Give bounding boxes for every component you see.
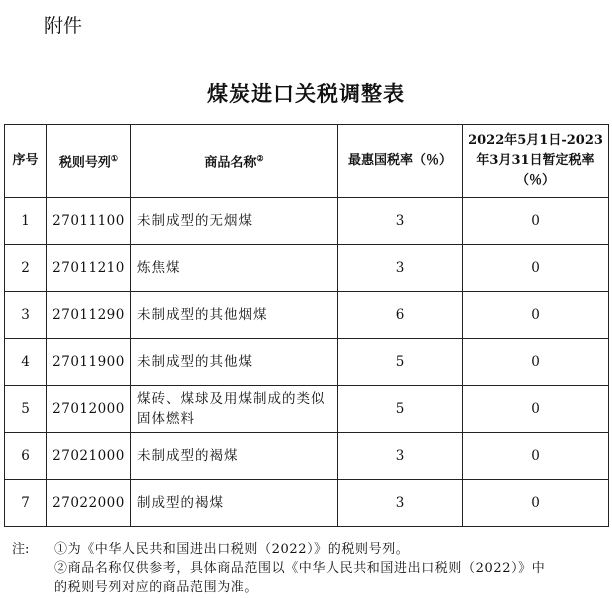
cell-code: 27011210: [47, 245, 131, 292]
cell-code: 27011900: [47, 339, 131, 386]
header-mfn-rate: [338, 125, 463, 198]
footnotes: [12, 540, 608, 597]
cell-provisional-rate: 0: [463, 245, 609, 292]
table-body: [5, 198, 609, 527]
cell-seq: 5: [5, 386, 47, 433]
table-row: [5, 339, 609, 386]
cell-product-name: 未制成型的其他烟煤: [131, 292, 338, 339]
cell-seq: 3: [5, 292, 47, 339]
table-header-row: [5, 125, 609, 198]
cell-seq: 1: [5, 198, 47, 245]
header-provisional-text: 2022年5月1日-2023年3月31日暂定税率（％）: [468, 133, 603, 188]
attachment-label: 附件: [44, 15, 83, 37]
cell-seq: 4: [5, 339, 47, 386]
header-name: [131, 125, 338, 198]
footnote-1: [12, 540, 608, 559]
cell-provisional-rate: 0: [463, 339, 609, 386]
table-row: [5, 433, 609, 480]
cell-product-name: 未制成型的无烟煤: [131, 198, 338, 245]
header-name-text: 商品名称: [204, 155, 257, 171]
header-provisional-rate: [463, 125, 609, 198]
table-row: [5, 245, 609, 292]
cell-code: 27011290: [47, 292, 131, 339]
footnote-mark-2: ②: [256, 153, 264, 164]
cell-provisional-rate: 0: [463, 198, 609, 245]
cell-seq: 6: [5, 433, 47, 480]
document-title: 煤炭进口关税调整表: [207, 81, 405, 106]
cell-mfn-rate: 5: [338, 339, 463, 386]
table-row: [5, 480, 609, 527]
cell-provisional-rate: 0: [463, 433, 609, 480]
cell-code: 27022000: [47, 480, 131, 527]
cell-product-name: 未制成型的其他煤: [131, 339, 338, 386]
cell-code: 27021000: [47, 433, 131, 480]
footnote-1-text: ①为《中华人民共和国进出口税则（2022）》的税则号列。: [54, 542, 410, 557]
cell-provisional-rate: 0: [463, 386, 609, 433]
cell-code: 27012000: [47, 386, 131, 433]
cell-product-name: 煤砖、煤球及用煤制成的类似固体燃料: [131, 386, 338, 433]
header-seq-text: 序号: [12, 153, 39, 168]
cell-mfn-rate: 3: [338, 245, 463, 292]
cell-mfn-rate: 3: [338, 480, 463, 527]
tariff-table: [4, 124, 609, 527]
header-mfn-text: 最惠国税率（％）: [347, 153, 452, 168]
cell-seq: 7: [5, 480, 47, 527]
table-row: [5, 198, 609, 245]
table-row: [5, 292, 609, 339]
cell-mfn-rate: 3: [338, 198, 463, 245]
cell-provisional-rate: 0: [463, 480, 609, 527]
table-row: [5, 386, 609, 433]
cell-provisional-rate: 0: [463, 292, 609, 339]
cell-seq: 2: [5, 245, 47, 292]
header-code: [47, 125, 131, 198]
footnote-2-line-1: ②商品名称仅供参考，具体商品范围以《中华人民共和国进出口税则（2022）》中: [54, 561, 546, 576]
cell-product-name: 制成型的褐煤: [131, 480, 338, 527]
footnote-2-line-2: 的税则号列对应的商品范围为准。: [54, 580, 259, 595]
cell-product-name: 炼焦煤: [131, 245, 338, 292]
header-seq: [5, 125, 47, 198]
cell-product-name: 未制成型的褐煤: [131, 433, 338, 480]
cell-mfn-rate: 5: [338, 386, 463, 433]
header-code-text: 税则号列: [58, 155, 111, 171]
footnote-mark-1: ①: [110, 153, 119, 164]
footnote-label: 注:: [12, 542, 30, 557]
cell-mfn-rate: 3: [338, 433, 463, 480]
cell-mfn-rate: 6: [338, 292, 463, 339]
cell-code: 27011100: [47, 198, 131, 245]
